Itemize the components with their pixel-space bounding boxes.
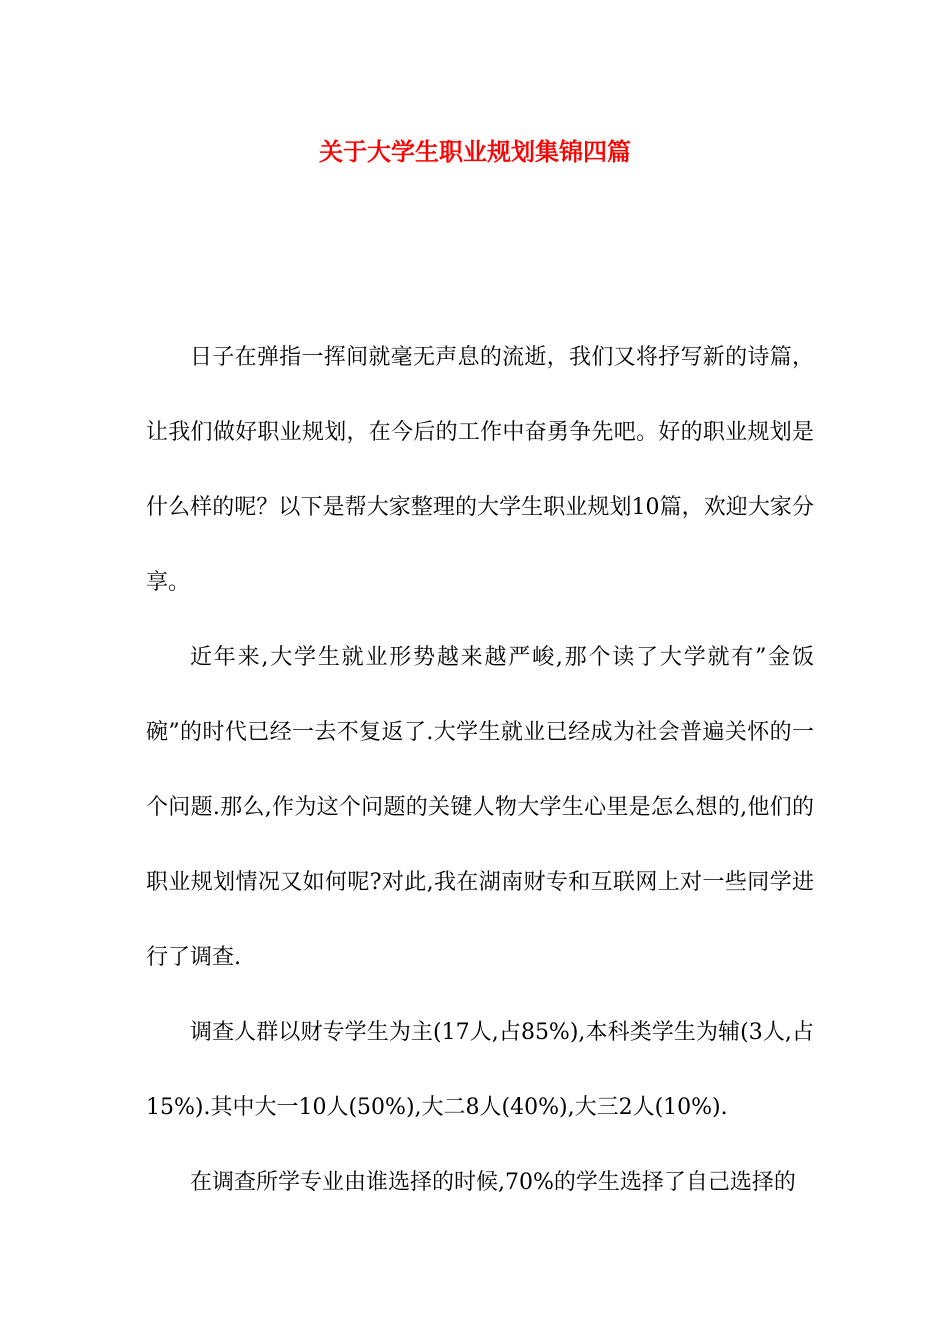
paragraph-survey-population: 调查人群以财专学生为主(17人,占85%),本科类学生为辅(3人,占15%).其中大一10人(50%),大二8人(40%),大三2人(10%). — [146, 1020, 814, 1120]
document-title: 关于大学生职业规划集锦四篇 — [319, 137, 631, 166]
document-body — [146, 320, 814, 1220]
paragraph-major-choice: 在调查所学专业由谁选择的时候,70%的学生选择了自己选择的 — [190, 1170, 796, 1195]
paragraph-employment-situation: 近年来,大学生就业形势越来越严峻,那个读了大学就有”金饭碗”的时代已经一去不复返了.大学生就业已经成为社会普遍关怀的一个问题.那么,作为这个问题的关键人物大学生心里是怎么想的,他们的职业规划情况又如何呢?对此,我在湖南财专和互联网上对一些同学进行了调查. — [146, 645, 814, 970]
paragraph-intro: 日子在弹指一挥间就毫无声息的流逝，我们又将抒写新的诗篇，让我们做好职业规划，在今后的工作中奋勇争先吧。好的职业规划是什么样的呢？以下是帮大家整理的大学生职业规划10篇，欢迎大家分享。 — [146, 345, 814, 595]
